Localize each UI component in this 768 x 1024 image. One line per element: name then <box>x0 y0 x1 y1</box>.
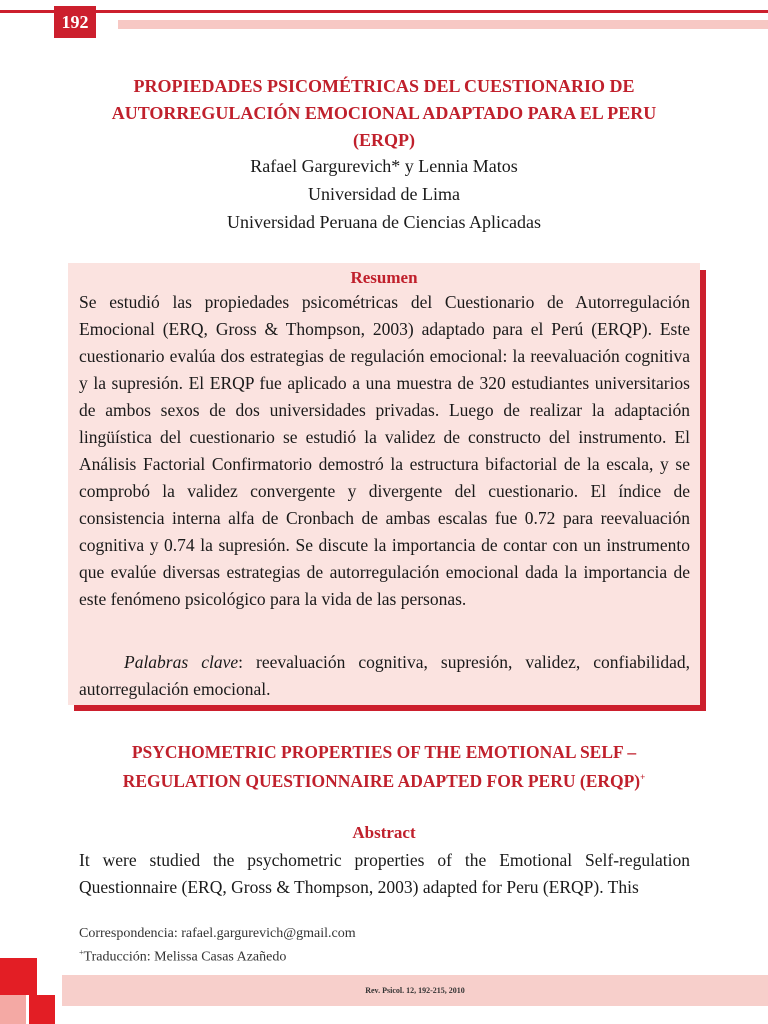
keywords-text: : reevaluación cognitiva, supresión, validez, confiabilidad, autorregulación emocional. <box>79 652 690 699</box>
resumen-heading: Resumen <box>350 268 418 287</box>
keywords-paragraph <box>79 649 690 703</box>
title-en-line2: REGULATION QUESTIONNAIRE ADAPTED FOR PERU (ERQP) <box>122 770 641 791</box>
title-es <box>60 73 708 154</box>
title-es-line1: PROPIEDADES PSICOMÉTRICAS DEL CUESTIONARIO DE <box>133 76 635 96</box>
title-es-line2: AUTORREGULACIÓN EMOCIONAL ADAPTADO PARA EL PERU <box>111 103 657 123</box>
affiliation-2: Universidad Peruana de Ciencias Aplicadas <box>227 212 541 232</box>
corner-decoration-square <box>0 958 37 995</box>
keywords-label: Palabras clave <box>124 652 239 672</box>
page-number: 192 <box>54 6 96 38</box>
authors: Rafael Gargurevich* y Lennia Matos <box>250 156 518 176</box>
corner-decoration-square-light <box>0 995 26 1024</box>
abstract-heading: Abstract <box>352 823 416 842</box>
footer-citation: Rev. Psicol. 12, 192-215, 2010 <box>62 975 768 1006</box>
top-band <box>118 20 768 29</box>
affiliation-1: Universidad de Lima <box>308 184 460 204</box>
title-en-mark: + <box>640 772 646 782</box>
abstract-text: It were studied the psychometric properties of the Emotional Self-regulation Questionnaire (ERQ, Gross & Thompson, 2003) adapted for Peru (ERQP). This <box>79 850 690 897</box>
title-en-line1: PSYCHOMETRIC PROPERTIES OF THE EMOTIONAL SELF – <box>131 742 637 762</box>
corner-decoration-square-small <box>29 995 55 1024</box>
translation-mark: + <box>79 948 84 957</box>
title-es-line3: (ERQP) <box>353 130 415 150</box>
correspondence-footnote: Correspondencia: rafael.gargurevich@gmail.com <box>79 926 356 941</box>
title-en <box>60 740 708 794</box>
abstract-box-shadow-right <box>700 270 706 711</box>
translation-text: Traducción: Melissa Casas Azañedo <box>83 949 287 965</box>
title-en-line2-wrap <box>60 765 708 794</box>
abstract-box-shadow-bottom <box>74 705 706 711</box>
translation-footnote <box>79 944 286 967</box>
resumen-text: Se estudió las propiedades psicométricas del Cuestionario de Autorregulación Emocional (ERQ, Gross & Thompson, 2003) adaptado para el Perú (ERQP). Este cuestionario evalúa dos estrategias de regulación emocional: la reevaluación cognitiva y la supresión. El ERQP fue aplicado a una muestra de 320 estudiantes universitarios de ambos sexos de dos universidades privadas. Luego de realizar la adaptación lingüística del cuestionario se estudió la validez de constructo del instrumento. El Análisis Factorial Confirmatorio demostró la estructura bifactorial de la escala, y se comprobó la validez convergente y divergente del cuestionario. El índice de consistencia interna alfa de Cronbach de ambas escalas fue 0.72 para reevaluación cognitiva y 0.74 la supresión. Se discute la importancia de contar con un instrumento que evalúe diversas estrategias de autorregulación emocional dada la importancia de este fenómeno psicológico para la vida de las personas. <box>79 292 690 609</box>
top-rule <box>0 10 768 13</box>
